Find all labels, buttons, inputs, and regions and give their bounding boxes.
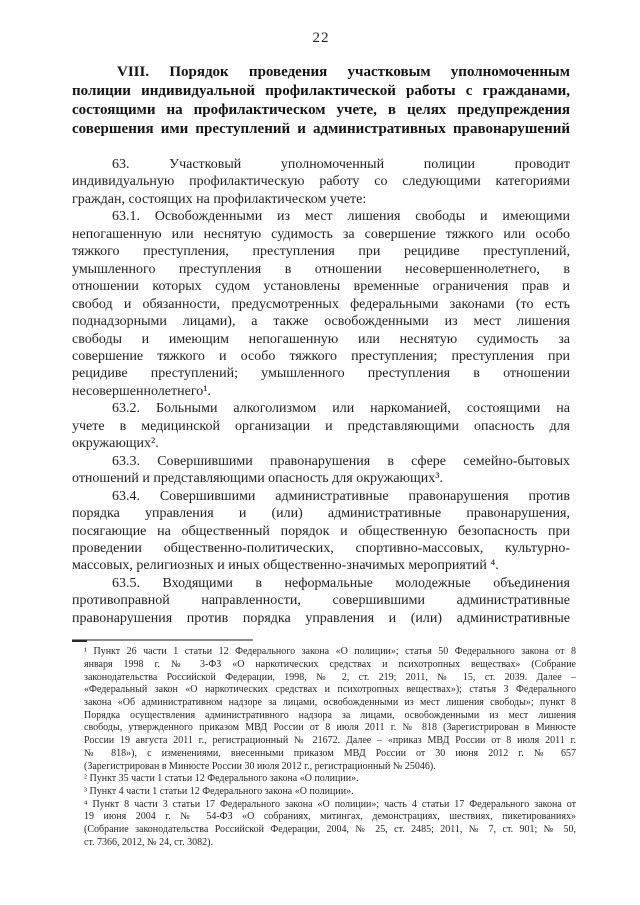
- text-line: совершения ими преступлений и административных правонарушений: [72, 121, 570, 137]
- text-line: (Зарегистрирован в Минюсте России 30 июля 2012 г., регистрационный № 25046).: [84, 760, 436, 772]
- text-line: ² Пункт 35 части 1 статьи 12 Федерального закона «О полиции».: [84, 773, 359, 785]
- text-line: индивидуальную профилактическую работу со следующими категориями: [72, 174, 570, 190]
- text-line: VIII. Порядок проведения участковым уполномоченным: [117, 64, 570, 80]
- text-line: массовых, религиозных и иных общественно-значимых мероприятий ⁴.: [72, 558, 499, 574]
- footnote-2: [84, 773, 576, 786]
- text-line: ст. 7366, 2012, № 24, ст. 3082).: [84, 836, 213, 848]
- page-number: 22: [312, 30, 330, 46]
- text-line: граждан, состоящих на профилактическом учете:: [72, 191, 367, 207]
- footnote-separator-dash: [72, 640, 87, 642]
- text-line: России 19 августа 2011 г., регистрационный № 21672. Далее – «приказ МВД России от 8 июля 2011 г.: [84, 735, 576, 747]
- text-line: 63. Участковый уполномоченный полиции проводит: [112, 157, 570, 172]
- text-line: ³ Пункт 4 части 1 статьи 12 Федерального закона «О полиции».: [84, 785, 354, 797]
- section-title: [72, 63, 570, 139]
- text-line: непогашенную или неснятую судимость за совершение тяжкого или особо: [72, 226, 570, 242]
- text-line: полиции индивидуальной профилактической работы с гражданами,: [72, 83, 570, 99]
- text-line: (Собрание законодательства Российской Федерации, 2004, № 25, ст. 2485; 2011, № 7, ст. 901; № 50,: [84, 824, 576, 836]
- text-line: тяжкого преступления, преступления при рецидиве преступлений,: [72, 244, 570, 260]
- text-line: № 818»), с изменениями, внесенными приказом МВД России от 30 июня 2012 г. № 657: [84, 747, 576, 759]
- paragraph-63-3: [72, 453, 570, 488]
- text-line: «Федеральный закон «О наркотических средствах и психотропных веществах»); статья 3 Федерального: [84, 684, 576, 696]
- paragraph-63-5: [72, 575, 570, 627]
- text-line: 63.2. Больными алкоголизмом или наркоманией, состоящими на: [112, 401, 570, 417]
- text-line: посягающие на общественный порядок и общественную безопасность при: [72, 523, 570, 539]
- text-line: правонарушения против порядка управления и (или) административные: [72, 610, 570, 626]
- text-line: несовершеннолетнего¹.: [72, 383, 211, 399]
- footnote-1: [84, 646, 576, 773]
- text-line: отношении которых судом установлены временные ограничения прав и: [72, 279, 570, 295]
- text-line: ⁴ Пункт 8 части 3 статьи 17 Федерального закона «О полиции»; часть 4 статьи 17 Федерального закона от: [84, 798, 576, 810]
- text-line: состоящими на профилактическом учете, в целях предупреждения: [72, 102, 570, 118]
- paragraph-63: [72, 156, 570, 208]
- text-line: 19 июня 2004 г. № 54-ФЗ «О собраниях, митингах, демонстрациях, шествиях, пикетированиях»: [84, 811, 576, 823]
- body-text: [72, 156, 570, 627]
- text-line: порядка управления и (или) административные правонарушения,: [72, 506, 570, 522]
- text-line: поднадзорными лицами), а также освобожденными из мест лишения: [72, 314, 570, 330]
- footnote-3: [84, 786, 576, 799]
- text-line: свобод и обязанности, предусмотренных федеральными законами (то есть: [72, 296, 570, 312]
- text-line: свободы и имеющим непогашенную или неснятую судимость за: [72, 331, 570, 347]
- text-line: проведении общественно-политических, спортивно-массовых, культурно-: [72, 540, 570, 556]
- text-line: 63.1. Освобожденными из мест лишения свободы и имеющими: [112, 209, 570, 225]
- text-line: умышленного преступления в отношении несовершеннолетнего, в: [72, 261, 570, 277]
- text-line: противоправной направленности, совершившими административные: [72, 593, 570, 609]
- text-line: законодательства Российской Федерации, 1998, № 2, ст. 219; 2011, № 15, ст. 2039. Далее –: [84, 671, 576, 683]
- text-line: совершение тяжкого и особо тяжкого преступления; преступления при: [72, 348, 570, 364]
- footnotes: [84, 646, 576, 849]
- footnote-4: [84, 799, 576, 850]
- text-line: отношений и представляющими опасность для окружающих³.: [72, 471, 443, 487]
- text-line: закона «Об административном надзоре за лицами, освобожденными из мест лишения свободы»; пункт 8: [84, 697, 576, 709]
- text-line: окружающих².: [72, 436, 159, 452]
- text-line: 63.4. Совершившими административные правонарушения против: [112, 488, 570, 504]
- text-line: 63.3. Совершившими правонарушения в сфере семейно-бытовых: [112, 453, 570, 469]
- text-line: Порядка осуществления административного надзора за лицами, освобожденными из мест лишения: [84, 709, 576, 721]
- text-line: января 1998 г. № 3-ФЗ «О наркотических средствах и психотропных веществах» (Собрание: [84, 658, 576, 670]
- text-line: рецидиве преступлений; умышленного преступления в отношении: [72, 366, 570, 382]
- text-line: 63.5. Входящими в неформальные молодежные объединения: [112, 575, 570, 591]
- text-line: учете в медицинской организации и представляющими опасность для: [72, 418, 570, 434]
- paragraph-63-2: [72, 400, 570, 452]
- footnote-separator: [72, 639, 253, 642]
- text-line: свободы, утвержденного приказом МВД России от 8 июля 2011 г. № 818 (Зарегистрирован в Минюсте: [84, 722, 576, 734]
- footnote-separator-line: [72, 639, 253, 641]
- paragraph-63-4: [72, 488, 570, 575]
- text-line: ¹ Пункт 26 части 1 статьи 12 Федерального закона «О полиции»; статья 50 Федерального закона от 8: [84, 646, 576, 658]
- paragraph-63-1: [72, 208, 570, 400]
